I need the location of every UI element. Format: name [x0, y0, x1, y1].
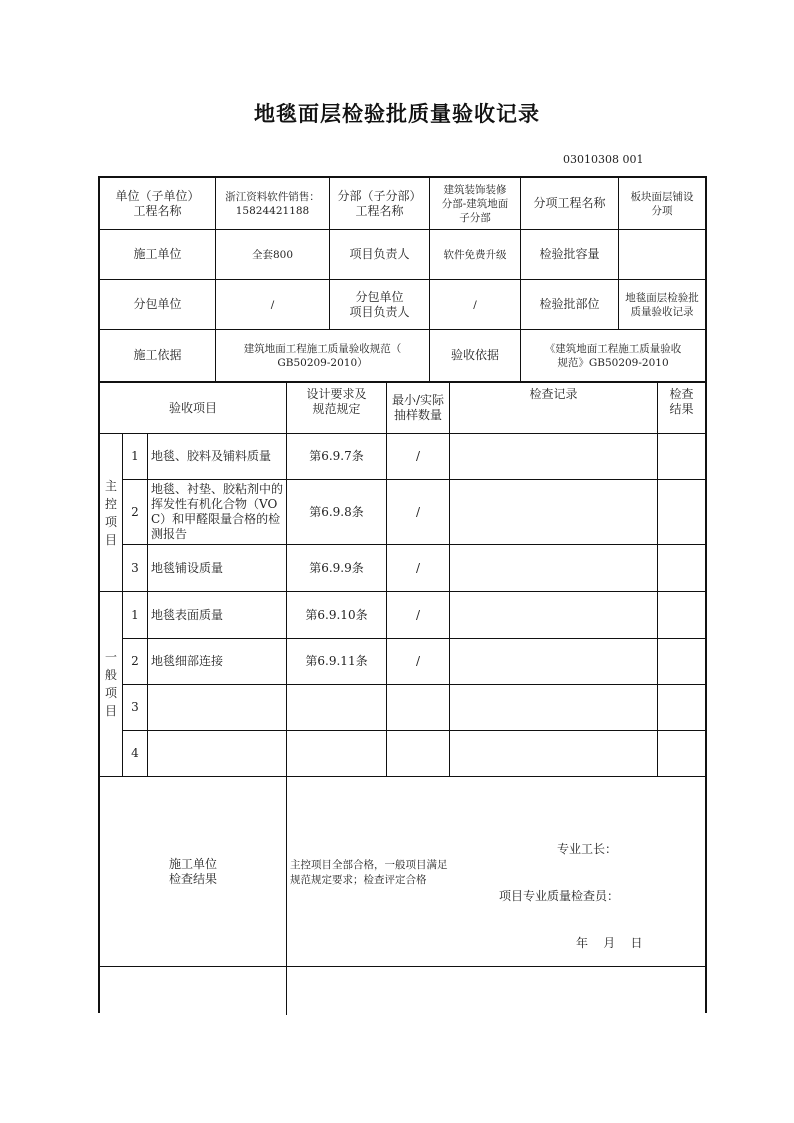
- col-divider: [449, 381, 450, 776]
- main-item-sample: /: [415, 560, 421, 575]
- row-divider: [122, 684, 705, 685]
- batch-capacity-value: [619, 230, 705, 279]
- main-item-sample: /: [415, 504, 421, 519]
- main-item-sample: /: [415, 449, 421, 463]
- subcontractor-label: 分包单位: [133, 297, 182, 311]
- main-item-name: 地毯铺设质量: [151, 560, 224, 575]
- main-item-number: 1: [131, 449, 139, 463]
- acceptance-basis-label: 验收依据: [450, 348, 499, 362]
- contractor-value: 全套800: [251, 248, 294, 261]
- document-number: 03010308 001: [563, 153, 644, 166]
- general-item-sample: /: [415, 654, 421, 668]
- acceptance-basis-value: 《建筑地面工程施工质量验收 规范》GB50209-2010: [544, 342, 682, 369]
- batch-location-label: 检验批部位: [539, 297, 600, 311]
- main-item-clause: 第6.9.9条: [309, 560, 364, 575]
- quality-inspector-signature-label: 项目专业质量检查员：: [499, 889, 620, 903]
- main-item-number: 2: [131, 504, 139, 519]
- general-item-number: 1: [131, 607, 139, 622]
- design-requirement-header: 设计要求及 规范规定: [306, 387, 367, 416]
- inspection-conclusion: 主控项目全部合格，一般项目满足 规范规定要求；检查评定合格: [290, 859, 448, 886]
- project-manager-label: 项目负责人: [349, 247, 410, 261]
- subitem-name-value: 板块面层铺设 分项: [630, 190, 694, 217]
- general-item-number: 4: [131, 746, 139, 760]
- col-divider: [657, 381, 658, 776]
- unit-name-value: 浙江资料软件销售： 15824421188: [225, 190, 320, 217]
- row-divider: [100, 966, 705, 967]
- sub-manager-value: /: [473, 298, 477, 311]
- inspection-record-header: 检查记录: [529, 387, 578, 401]
- general-item-clause: 第6.9.10条: [305, 607, 368, 622]
- contractor-label: 施工单位: [133, 247, 182, 261]
- project-manager-value: 软件免费升级: [443, 248, 507, 261]
- main-item-clause: 第6.9.7条: [309, 449, 364, 463]
- page-title: 地毯面层检验批质量验收记录: [254, 102, 540, 126]
- inspection-form: [98, 176, 707, 1013]
- general-item-name: 地毯细部连接: [151, 654, 224, 668]
- signature-date: 年 月 日: [576, 936, 643, 950]
- inspection-result-header: 检查 结果: [669, 387, 694, 416]
- sub-manager-label: 分包单位 项目负责人: [349, 289, 410, 319]
- general-item-number: 3: [131, 700, 139, 714]
- general-item-name: 地毯表面质量: [151, 607, 224, 622]
- main-control-group-label: 主 控 项 目: [104, 478, 117, 547]
- general-item-number: 2: [131, 654, 139, 668]
- row-divider: [122, 730, 705, 731]
- unit-name-label: 单位（子单位） 工程名称: [115, 188, 200, 218]
- subitem-name-label: 分项工程名称: [533, 196, 606, 210]
- foreman-signature-label: 专业工长：: [557, 842, 618, 856]
- general-item-clause: 第6.9.11条: [305, 654, 368, 668]
- construction-basis-label: 施工依据: [133, 348, 182, 362]
- acceptance-item-header: 验收项目: [168, 400, 217, 415]
- division-name-value: 建筑装饰装修 分部-建筑地面 子分部: [441, 183, 509, 224]
- main-item-number: 3: [131, 560, 139, 575]
- division-name-label: 分部（子分部） 工程名称: [337, 188, 422, 218]
- main-item-clause: 第6.9.8条: [309, 504, 364, 519]
- main-item-name: 地毯、衬垫、胶粘剂中的挥发性有机化合物（VOC）和甲醛限量合格的检测报告: [151, 482, 284, 541]
- subcontractor-value: /: [270, 298, 275, 311]
- contractor-inspection-label: 施工单位 检查结果: [168, 856, 217, 886]
- main-item-name: 地毯、胶料及铺料质量: [151, 449, 272, 463]
- sample-quantity-header: 最小/实际 抽样数量: [391, 393, 445, 422]
- general-group-label: 一 般 项 目: [104, 650, 117, 718]
- general-item-sample: /: [415, 607, 421, 622]
- batch-location-value: 地毯面层检验批 质量验收记录: [625, 291, 699, 318]
- construction-basis-value: 建筑地面工程施工质量验收规范（ GB50209-2010）: [243, 342, 402, 369]
- batch-capacity-label: 检验批容量: [539, 247, 600, 261]
